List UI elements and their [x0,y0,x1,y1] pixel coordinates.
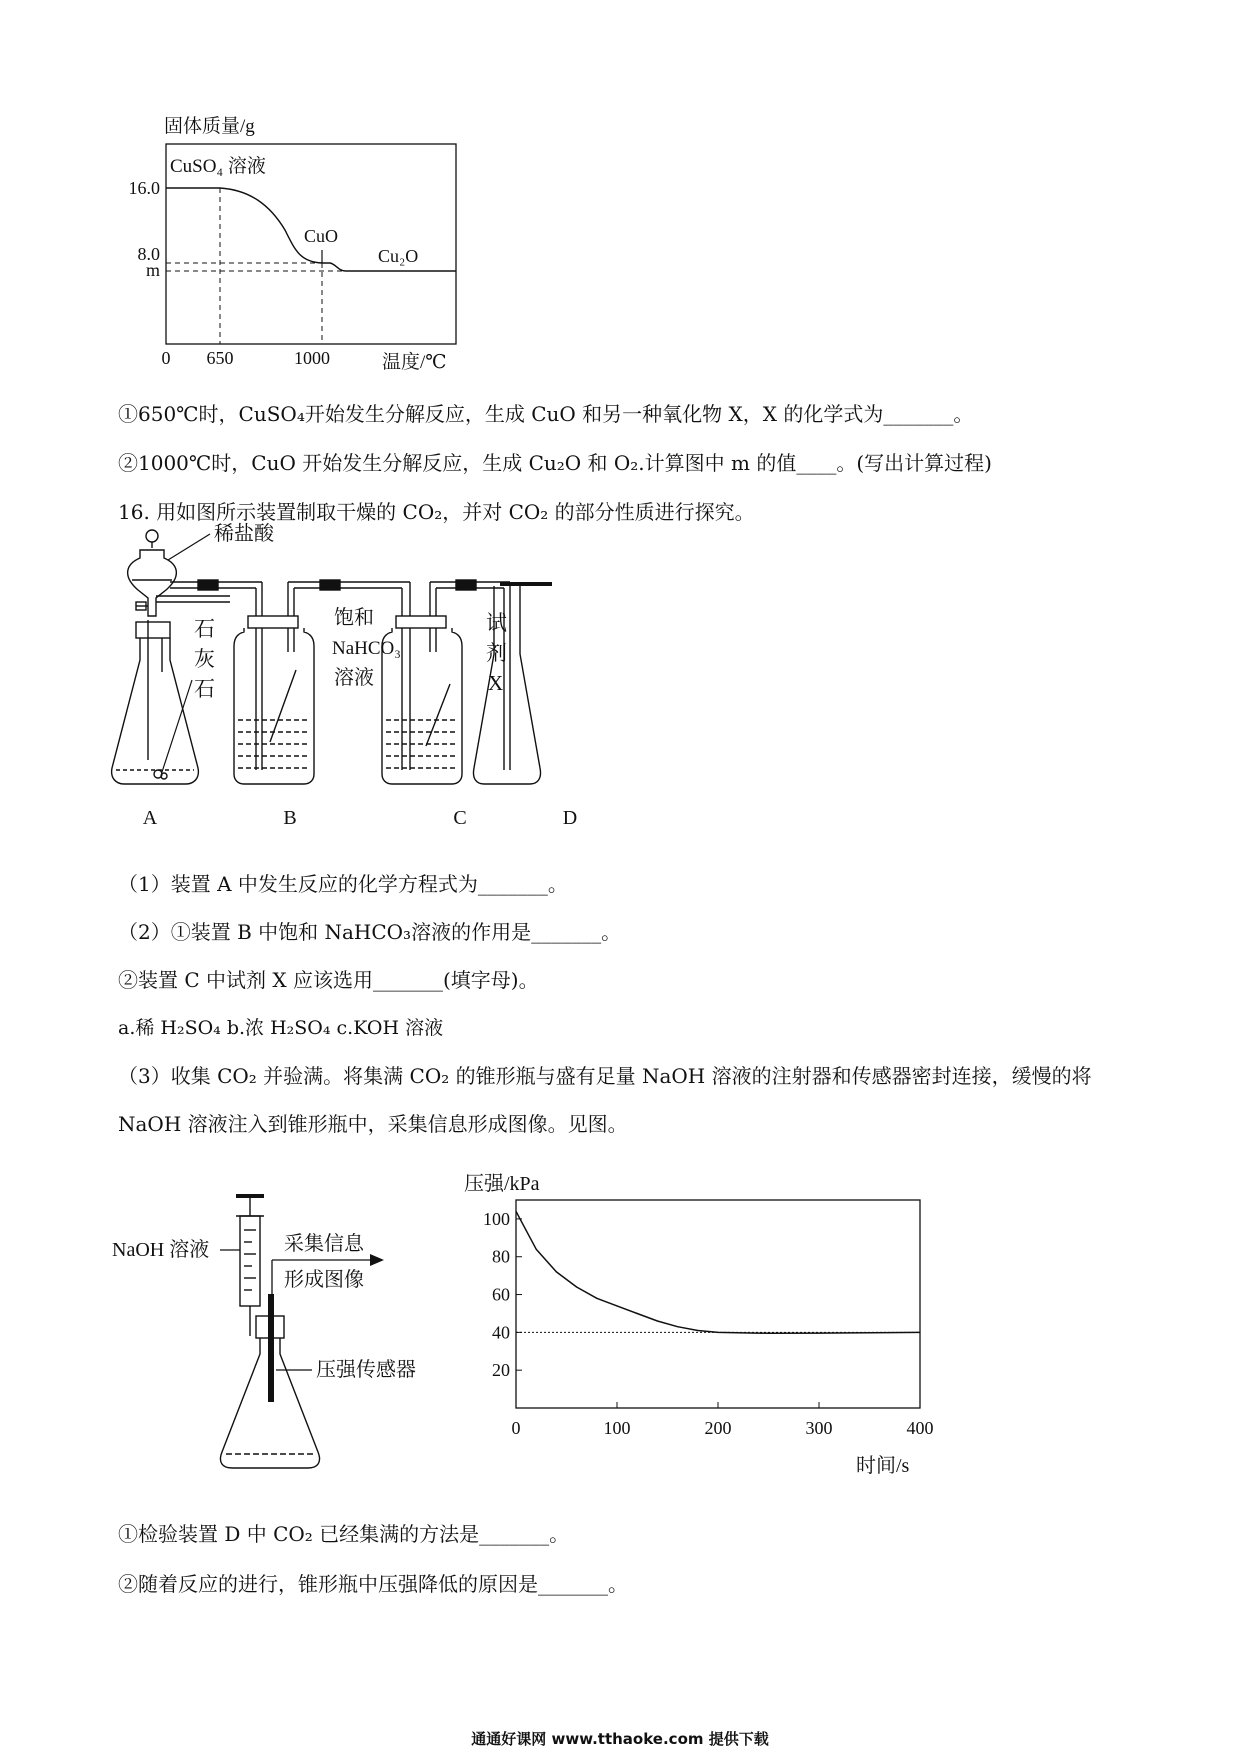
ytick-m: m [145,260,160,280]
q15-part1: ①650℃时，CuSO₄开始发生分解反应，生成 CuO 和另一种氧化物 X，X 的化学式为_______。 [118,402,974,426]
chart1-xlabel: 温度/℃ [382,352,447,370]
chart1-ylabel: 固体质量/g [164,116,255,137]
label-limestone-1: 石 [194,617,215,641]
label-sensor: 压强传感器 [316,1359,416,1381]
syringe-setup-diagram [108,1190,488,1490]
q16-part1: （1）装置 A 中发生反应的化学方程式为_______。 [118,872,568,896]
label-reagent-3: X [488,671,504,695]
ytick-8: 8.0 [137,244,160,264]
ytick-label: 80 [492,1246,510,1267]
letter-d: D [562,807,578,829]
ytick-label: 20 [492,1360,510,1381]
collect-arrowhead [370,1254,384,1266]
label-limestone-2: 灰 [194,647,215,671]
data-point [637,1313,638,1314]
acid-leader [168,534,210,560]
co2-apparatus-diagram [110,520,630,850]
data-point [677,1326,678,1327]
pressure-sensor-rod [268,1294,274,1402]
q16-part3b: NaOH 溶液注入到锥形瓶中，采集信息形成图像。见图。 [118,1112,628,1136]
ytick-label: 40 [492,1322,510,1343]
data-point [697,1330,698,1331]
label-collect-2: 形成图像 [284,1269,364,1291]
xtick-label: 100 [603,1418,631,1438]
letter-c: C [453,807,467,829]
q16-part3a: （3）收集 CO₂ 并验满。将集满 CO₂ 的锥形瓶与盛有足量 NaOH 溶液的注射器和传感器密封连接，缓慢的将 [118,1064,1092,1088]
page-footer: 通通好课网 www.tthaoke.com 提供下载 [471,1730,769,1748]
data-point [717,1332,718,1333]
q16-part2b: ②装置 C 中试剂 X 应该选用_______(填字母)。 [118,968,539,992]
apparatus-d [473,586,540,784]
letter-a: A [142,807,158,829]
label-acid: 稀盐酸 [214,523,274,545]
q15-part2: ②1000℃时，CuO 开始发生分解反应，生成 Cu₂O 和 O₂.计算图中 m 的值____。(写出计算过程) [118,451,992,475]
data-point [919,1332,920,1333]
pressure-series-line [516,1211,920,1333]
data-point [556,1271,557,1272]
label-reagent-2: 剂 [486,641,507,665]
pressure-ylabel: 压强/kPa [464,1173,540,1195]
xtick-1000: 1000 [294,348,330,368]
label-limestone-3: 石 [194,677,215,701]
label-cu2o: Cu₂O [378,246,419,266]
ytick-16: 16.0 [128,178,160,198]
label-cuso4: CuSO₄ 溶液 [170,156,266,177]
pressure-xlabel: 时间/s [856,1455,910,1477]
xtick-label: 200 [704,1418,732,1438]
xtick-650: 650 [206,348,234,368]
label-collect-1: 采集信息 [284,1233,364,1255]
ytick-label: 60 [492,1284,510,1305]
data-point [616,1305,617,1306]
data-point [515,1211,516,1212]
label-naoh: NaOH 溶液 [112,1239,210,1261]
q16-part3-1: ①检验装置 D 中 CO₂ 已经集满的方法是_______。 [118,1522,570,1546]
mass-temperature-chart [100,110,480,370]
data-point [818,1333,819,1334]
label-saturated-1: 饱和 [334,607,374,629]
pressure-frame [516,1200,920,1408]
label-saturated-2: NaHCO₃ [332,638,401,659]
xtick-label: 300 [805,1418,833,1438]
data-point [576,1286,577,1287]
apparatus-b [234,616,314,784]
data-point [536,1249,537,1250]
data-point [869,1332,870,1333]
xtick-label: 400 [906,1418,934,1438]
label-saturated-3: 溶液 [334,667,374,689]
q16-options: a.稀 H₂SO₄ b.浓 H₂SO₄ c.KOH 溶液 [118,1017,444,1039]
pressure-time-chart [460,1160,1020,1500]
data-point [768,1333,769,1334]
label-reagent-1: 试 [486,611,507,635]
q16-part3-2: ②随着反应的进行，锥形瓶中压强降低的原因是_______。 [118,1572,628,1596]
data-point [596,1298,597,1299]
label-cuo: CuO [304,226,339,246]
xtick-0: 0 [161,348,171,368]
q16-stem: 16. 用如图所示装置制取干燥的 CO₂，并对 CO₂ 的部分性质进行探究。 [118,500,755,524]
ytick-label: 100 [483,1208,510,1229]
q16-part2a: （2）①装置 B 中饱和 NaHCO₃溶液的作用是_______。 [118,920,622,944]
letter-b: B [283,807,297,829]
xtick-label: 0 [511,1418,521,1438]
data-point [657,1320,658,1321]
data-point [526,1230,527,1231]
